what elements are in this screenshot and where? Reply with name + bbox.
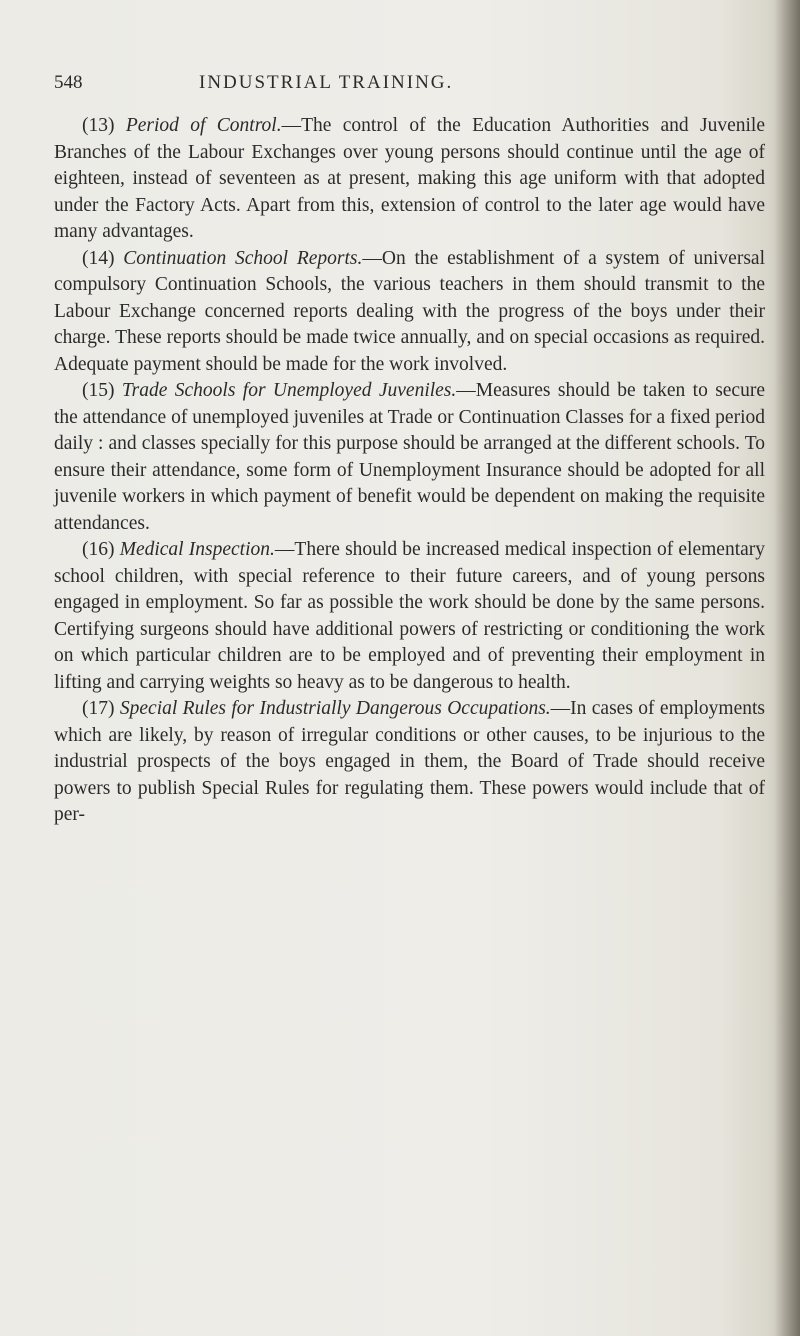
paragraph-13 (54, 113, 765, 246)
binding-shadow (774, 0, 800, 1336)
paragraph-body: —There should be increased medical inspection of elementary school children, with special reference to their future careers, and of young persons engaged in employment. So far as possible the work should be done by the same persons. Certifying surgeons should have additional powers of restricting or conditioning the work on which particular children are to be employed and of preventing their employment in lifting and carrying weights so heavy as to be dangerous to health. (54, 539, 766, 693)
paragraph-heading: Trade Schools for Unemployed Juveniles. (121, 380, 457, 401)
paragraph-heading: Period of Control. (125, 115, 282, 136)
paragraph-number: (16) (82, 539, 115, 560)
paragraph-14 (54, 246, 765, 379)
paragraph-heading: Continuation School Reports. (123, 247, 363, 269)
paragraph-number: (14) (82, 247, 115, 269)
page-header (54, 72, 694, 102)
paragraph-15 (54, 378, 765, 537)
text-block (54, 113, 765, 829)
paragraph-body: —The control of the Education Authorities and Juvenile Branches of the Labour Exchanges over young persons should continue until the age of eighteen, instead of seventeen as at present, making this age uniform with that adopted under the Factory Acts. Apart from this, extension of control to the later age would have many advantages. (54, 115, 765, 242)
paragraph-number: (13) (82, 115, 115, 136)
running-head: INDUSTRIAL TRAINING. (199, 72, 454, 93)
paragraph-16 (54, 537, 765, 696)
paragraph-17 (54, 696, 765, 829)
paragraph-body: —Measures should be taken to secure the attendance of unemployed juveniles at Trade or Continuation Classes for a fixed period daily : and classes specially for this purpose should be arranged at the different schools. To ensure their attendance, some form of Unemployment Insurance should be adopted for all juvenile workers in which payment of benefit would be dependent on making the requisite attendances. (54, 380, 765, 534)
paragraph-heading: Medical Inspection. (119, 539, 275, 560)
paragraph-body: —In cases of employments which are likely, by reason of irregular conditions or other causes, to be injurious to the industrial prospects of the boys engaged in them, the Board of Trade should receive powers to publish Special Rules for regulating them. These powers would include that of per- (54, 698, 766, 825)
paragraph-number: (17) (82, 698, 115, 719)
paragraph-number: (15) (82, 380, 115, 401)
page-number: 548 (54, 72, 83, 93)
paragraph-body: —On the establishment of a system of universal compulsory Continuation Schools, the various teachers in them should transmit to the Labour Exchange concerned reports dealing with the progress of the boys under their charge. These reports should be made twice annually, and on special occasions as required. Adequate payment should be made for the work involved. (54, 247, 765, 375)
paragraph-heading: Special Rules for Industrially Dangerous Occupations. (119, 698, 551, 719)
